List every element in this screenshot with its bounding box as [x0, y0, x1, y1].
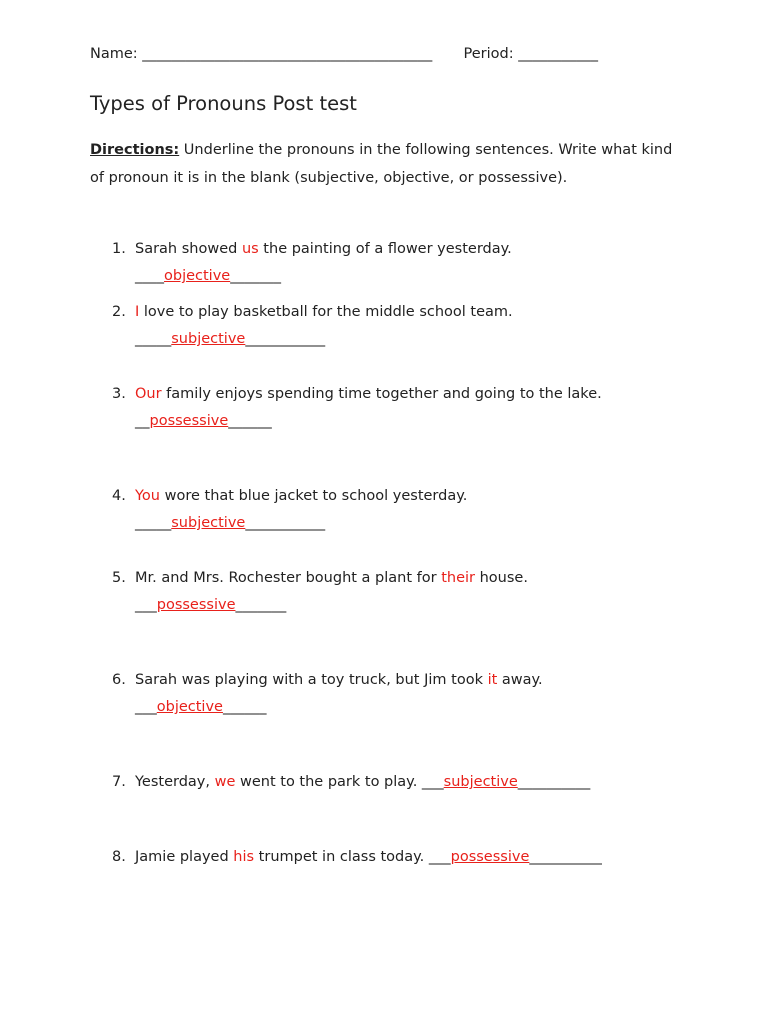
question-3 [112, 381, 672, 435]
question-2 [112, 299, 672, 353]
directions-text: Underline the pronouns in the following sentences. Write what kind of pronoun it is in the blank (subjective, objective, or possessive). [90, 142, 673, 186]
sentence-text: went to the park to play. [235, 774, 422, 790]
question-sentence [112, 236, 672, 263]
answer-text: possessive [149, 413, 229, 429]
question-1 [112, 236, 672, 290]
answer-line [112, 510, 672, 537]
answer-blank: _____ [135, 331, 172, 347]
page-title: Types of Pronouns Post test [90, 92, 357, 115]
answer-blank: ___________ [245, 331, 326, 347]
sentence-text: Sarah showed [135, 241, 242, 257]
sentence-text: Sarah was playing with a toy truck, but Jim took [135, 672, 488, 688]
answer-blank: ___ [428, 849, 451, 865]
question-sentence [112, 667, 672, 694]
pronoun: You [135, 488, 160, 504]
answer-blank: __________ [529, 849, 602, 865]
question-sentence [112, 565, 672, 592]
question-number: 8. [112, 849, 126, 865]
question-sentence [112, 844, 672, 871]
answer-line [112, 263, 672, 290]
answer-blank: ___ [135, 699, 157, 715]
period-blank: ___________ [518, 46, 598, 62]
sentence-text: wore that blue jacket to school yesterday. [160, 488, 468, 504]
sentence-text: family enjoys spending time together and going to the lake. [161, 386, 602, 402]
answer-text: subjective [171, 331, 246, 347]
question-number: 5. [112, 570, 126, 586]
answer-blank: _______ [230, 268, 281, 284]
pronoun: his [233, 849, 255, 865]
sentence-text: Mr. and Mrs. Rochester bought a plant for [135, 570, 442, 586]
sentence-text: love to play basketball for the middle school team. [139, 304, 513, 320]
question-number: 1. [112, 241, 126, 257]
question-sentence [112, 483, 672, 510]
answer-line [112, 694, 672, 721]
answer-text: objective [156, 699, 223, 715]
directions [90, 136, 680, 192]
pronoun: we [214, 774, 236, 790]
answer-text: subjective [171, 515, 246, 531]
question-sentence [112, 299, 672, 326]
question-7 [112, 769, 672, 796]
question-sentence [112, 381, 672, 408]
answer-blank: ___________ [245, 515, 326, 531]
question-number: 6. [112, 672, 126, 688]
question-6 [112, 667, 672, 721]
question-number: 3. [112, 386, 126, 402]
sentence-text: away. [497, 672, 543, 688]
question-number: 2. [112, 304, 126, 320]
sentence-text: Yesterday, [135, 774, 215, 790]
pronoun: it [487, 672, 498, 688]
answer-text: possessive [450, 849, 530, 865]
answer-blank: _______ [235, 597, 287, 613]
header-line [90, 46, 660, 62]
answer-blank: ______ [222, 699, 267, 715]
answer-blank: _____ [135, 515, 172, 531]
period-label: Period: [463, 46, 514, 62]
question-5 [112, 565, 672, 619]
answer-blank: ____ [135, 268, 164, 284]
answer-text: possessive [156, 597, 236, 613]
question-number: 4. [112, 488, 126, 504]
sentence-text: the painting of a flower yesterday. [258, 241, 512, 257]
answer-text: objective [164, 268, 231, 284]
answer-blank: __________ [517, 774, 591, 790]
name-label: Name: [90, 46, 138, 62]
sentence-text: house. [475, 570, 528, 586]
answer-blank: ___ [135, 597, 157, 613]
answer-blank: ______ [228, 413, 272, 429]
question-8 [112, 844, 672, 871]
answer-line [112, 592, 672, 619]
answer-line [112, 326, 672, 353]
answer-text: subjective [443, 774, 518, 790]
pronoun: us [241, 241, 259, 257]
sentence-text: Jamie played [135, 849, 234, 865]
question-4 [112, 483, 672, 537]
answer-blank: ___ [421, 774, 444, 790]
answer-line [112, 408, 672, 435]
directions-label: Directions: [90, 142, 180, 158]
sentence-text: trumpet in class today. [254, 849, 429, 865]
question-sentence [112, 769, 672, 796]
pronoun: Our [135, 386, 162, 402]
answer-blank: __ [135, 413, 150, 429]
name-blank: ________________________________________ [142, 46, 433, 62]
pronoun: I [135, 304, 140, 320]
pronoun: their [441, 570, 475, 586]
question-number: 7. [112, 774, 126, 790]
